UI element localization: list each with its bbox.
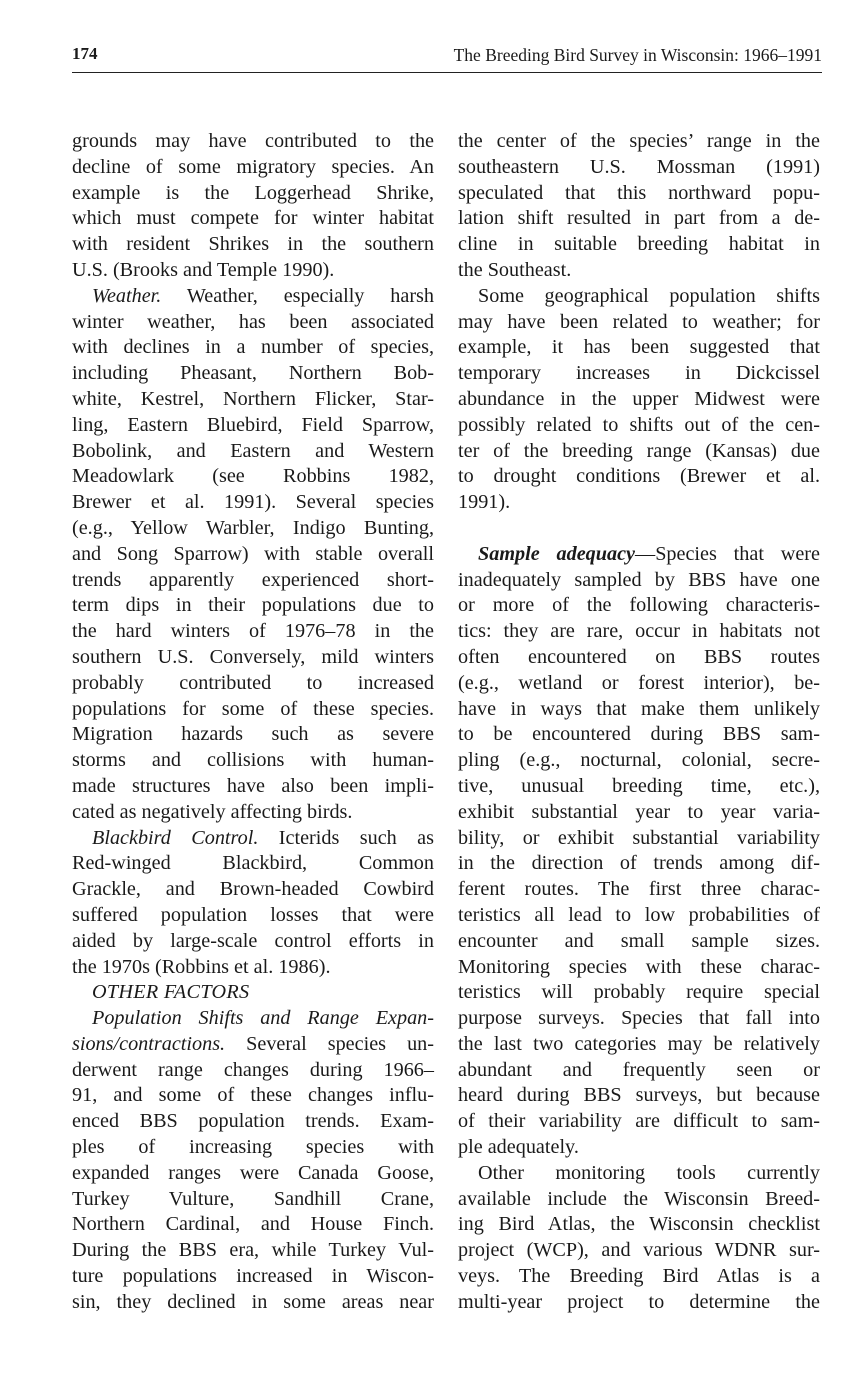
text-line: or more of the following characteris- xyxy=(458,594,820,617)
text-line: veys. The Breeding Bird Atlas is a xyxy=(458,1265,820,1288)
text-run: Icterids such as xyxy=(258,826,434,849)
text-line: Some geographical population shifts xyxy=(478,284,820,307)
paragraph-monitoring-tools xyxy=(458,1161,820,1316)
text-line: ling, Eastern Bluebird, Field Sparrow, xyxy=(72,413,434,436)
text-line: decline of some migratory species. An xyxy=(72,155,434,178)
text-line: trends apparently experienced short- xyxy=(72,568,434,591)
text-line: sin, they declined in some areas near xyxy=(72,1290,434,1313)
text-line: with resident Shrikes in the southern xyxy=(72,233,434,256)
text-line: possibly related to shifts out of the cen- xyxy=(458,413,820,436)
text-line: grounds may have contributed to the xyxy=(72,130,434,152)
text-line: pling (e.g., nocturnal, colonial, secre- xyxy=(458,749,820,772)
text-line: Monitoring species with these charac- xyxy=(458,955,820,978)
text-line: Bobolink, and Eastern and Western xyxy=(72,439,434,462)
text-line: 91, and some of these changes influ- xyxy=(72,1084,434,1107)
text-line: tics: they are rare, occur in habitats not xyxy=(458,620,820,643)
text-line: enced BBS population trends. Exam- xyxy=(72,1110,434,1133)
text-line: white, Kestrel, Northern Flicker, Star- xyxy=(72,387,434,410)
text-line: speculated that this northward popu- xyxy=(458,181,820,204)
text-line: and Song Sparrow) with stable overall xyxy=(72,542,434,565)
text-line: 1991). xyxy=(458,491,511,514)
text-run: Weather, especially harsh xyxy=(161,284,434,307)
text-line: heard during BBS surveys, but because xyxy=(458,1084,820,1107)
text-line: teristics all lead to low probabilities of xyxy=(458,903,820,926)
text-line: encounter and small sample sizes. xyxy=(458,929,820,952)
text-line: Other monitoring tools currently xyxy=(478,1161,820,1184)
right-column xyxy=(458,129,820,1316)
running-title: The Breeding Bird Survey in Wisconsin: 1966–1991 xyxy=(453,45,822,65)
text-line: U.S. (Brooks and Temple 1990). xyxy=(72,258,335,281)
text-run: —Species that were xyxy=(635,542,820,565)
text-line: populations for some of these species. xyxy=(72,697,434,720)
text-line: lation shift resulted in part from a de- xyxy=(458,207,820,230)
text-line: Red-winged Blackbird, Common xyxy=(72,852,434,875)
text-line xyxy=(72,1006,434,1032)
text-line: to be encountered during BBS sam- xyxy=(458,723,820,746)
text-line: tive, unusual breeding time, etc.), xyxy=(458,774,820,797)
text-line: Meadowlark (see Robbins 1982, xyxy=(72,465,434,488)
paragraph-migratory xyxy=(72,129,434,284)
text-line: exhibit substantial year to year varia- xyxy=(458,800,820,823)
text-line: probably contributed to increased xyxy=(72,671,434,694)
text-line: southeastern U.S. Mossman (1991) xyxy=(458,155,820,178)
text-line: ferent routes. The first three charac- xyxy=(458,878,820,901)
text-line: During the BBS era, while Turkey Vul- xyxy=(72,1239,434,1262)
text-line: Migration hazards such as severe xyxy=(72,723,434,746)
text-line xyxy=(72,1032,434,1058)
left-column xyxy=(72,129,434,1316)
text-line: term dips in their populations due to xyxy=(72,594,434,617)
text-line: ing Bird Atlas, the Wisconsin checklist xyxy=(458,1213,820,1236)
text-line: (e.g., Yellow Warbler, Indigo Bunting, xyxy=(72,516,434,539)
text-line: often encountered on BBS routes xyxy=(458,645,820,668)
text-line: the last two categories may be relatively xyxy=(458,1032,820,1055)
text-line: of their variability are difficult to sam- xyxy=(458,1110,820,1133)
text-line: bility, or exhibit substantial variability xyxy=(458,826,820,849)
text-line xyxy=(72,284,434,310)
paragraph-species-range xyxy=(458,129,820,284)
text-line: example, it has been suggested that xyxy=(458,336,820,359)
text-line: expanded ranges were Canada Goose, xyxy=(72,1161,434,1184)
text-line: abundance in the upper Midwest were xyxy=(458,387,820,410)
shifts-heading-cont: sions/contractions. xyxy=(72,1032,226,1055)
text-line: temporary increases in Dickcissel xyxy=(458,362,820,385)
text-line: winter weather, has been associated xyxy=(72,310,434,333)
other-factors-heading: OTHER FACTORS xyxy=(92,981,250,1004)
paragraph-weather xyxy=(72,284,434,826)
text-line xyxy=(458,542,820,568)
text-line: Brewer et al. 1991). Several species xyxy=(72,491,434,514)
text-line: cline in suitable breeding habitat in xyxy=(458,233,820,256)
text-line: in the direction of trends among dif- xyxy=(458,852,820,875)
text-line: the hard winters of 1976–78 in the xyxy=(72,620,434,643)
page-number: 174 xyxy=(72,44,98,63)
text-line: ple adequately. xyxy=(458,1136,579,1159)
text-line xyxy=(72,826,434,852)
text-line: (e.g., wetland or forest interior), be- xyxy=(458,671,820,694)
text-line: aided by large-scale control efforts in xyxy=(72,929,434,952)
text-line: derwent range changes during 1966– xyxy=(72,1058,434,1081)
text-line: purpose surveys. Species that fall into xyxy=(458,1007,820,1030)
text-line: southern U.S. Conversely, mild winters xyxy=(72,645,434,668)
text-line: inadequately sampled by BBS have one xyxy=(458,568,820,591)
text-run: Several species un- xyxy=(225,1032,434,1055)
text-line: ture populations increased in Wiscon- xyxy=(72,1265,434,1288)
paragraph-blackbird-control xyxy=(72,826,434,981)
text-line: made structures have also been impli- xyxy=(72,774,434,797)
text-line: the 1970s (Robbins et al. 1986). xyxy=(72,955,331,978)
text-line: ples of increasing species with xyxy=(72,1136,434,1159)
text-line: which must compete for winter habitat xyxy=(72,207,434,230)
text-line: suffered population losses that were xyxy=(72,903,434,926)
text-line: ter of the breeding range (Kansas) due xyxy=(458,439,820,462)
blackbird-heading: Blackbird Control. xyxy=(92,826,259,849)
page-header xyxy=(72,42,822,73)
text-line: available include the Wisconsin Breed- xyxy=(458,1187,820,1210)
text-line: teristics will probably require special xyxy=(458,981,820,1004)
weather-heading: Weather. xyxy=(92,284,162,307)
sample-adequacy-heading: Sample adequacy xyxy=(478,542,635,565)
text-line: project (WCP), and various WDNR sur- xyxy=(458,1239,820,1262)
text-line: with declines in a number of species, xyxy=(72,336,434,359)
section-spacer xyxy=(458,516,820,542)
text-line: Grackle, and Brown-headed Cowbird xyxy=(72,878,434,901)
paragraph-sample-adequacy xyxy=(458,542,820,1161)
text-line: the Southeast. xyxy=(458,258,572,281)
text-line: the center of the species’ range in the xyxy=(458,130,820,152)
text-line: have in ways that make them unlikely xyxy=(458,697,820,720)
text-line: may have been related to weather; for xyxy=(458,310,820,333)
text-line: including Pheasant, Northern Bob- xyxy=(72,362,434,385)
text-line: storms and collisions with human- xyxy=(72,749,434,772)
text-line: Northern Cardinal, and House Finch. xyxy=(72,1213,434,1236)
text-line: example is the Loggerhead Shrike, xyxy=(72,181,434,204)
paragraph-population-shifts xyxy=(72,1006,434,1316)
text-line: cated as negatively affecting birds. xyxy=(72,800,353,823)
shifts-heading: Population Shifts and Range Expan- xyxy=(92,1007,434,1030)
text-line: abundant and frequently seen or xyxy=(458,1058,820,1081)
text-line: multi-year project to determine the xyxy=(458,1290,820,1313)
paragraph-geographical-shifts xyxy=(458,284,820,516)
text-line: Turkey Vulture, Sandhill Crane, xyxy=(72,1187,434,1210)
text-line: to drought conditions (Brewer et al. xyxy=(458,465,820,488)
